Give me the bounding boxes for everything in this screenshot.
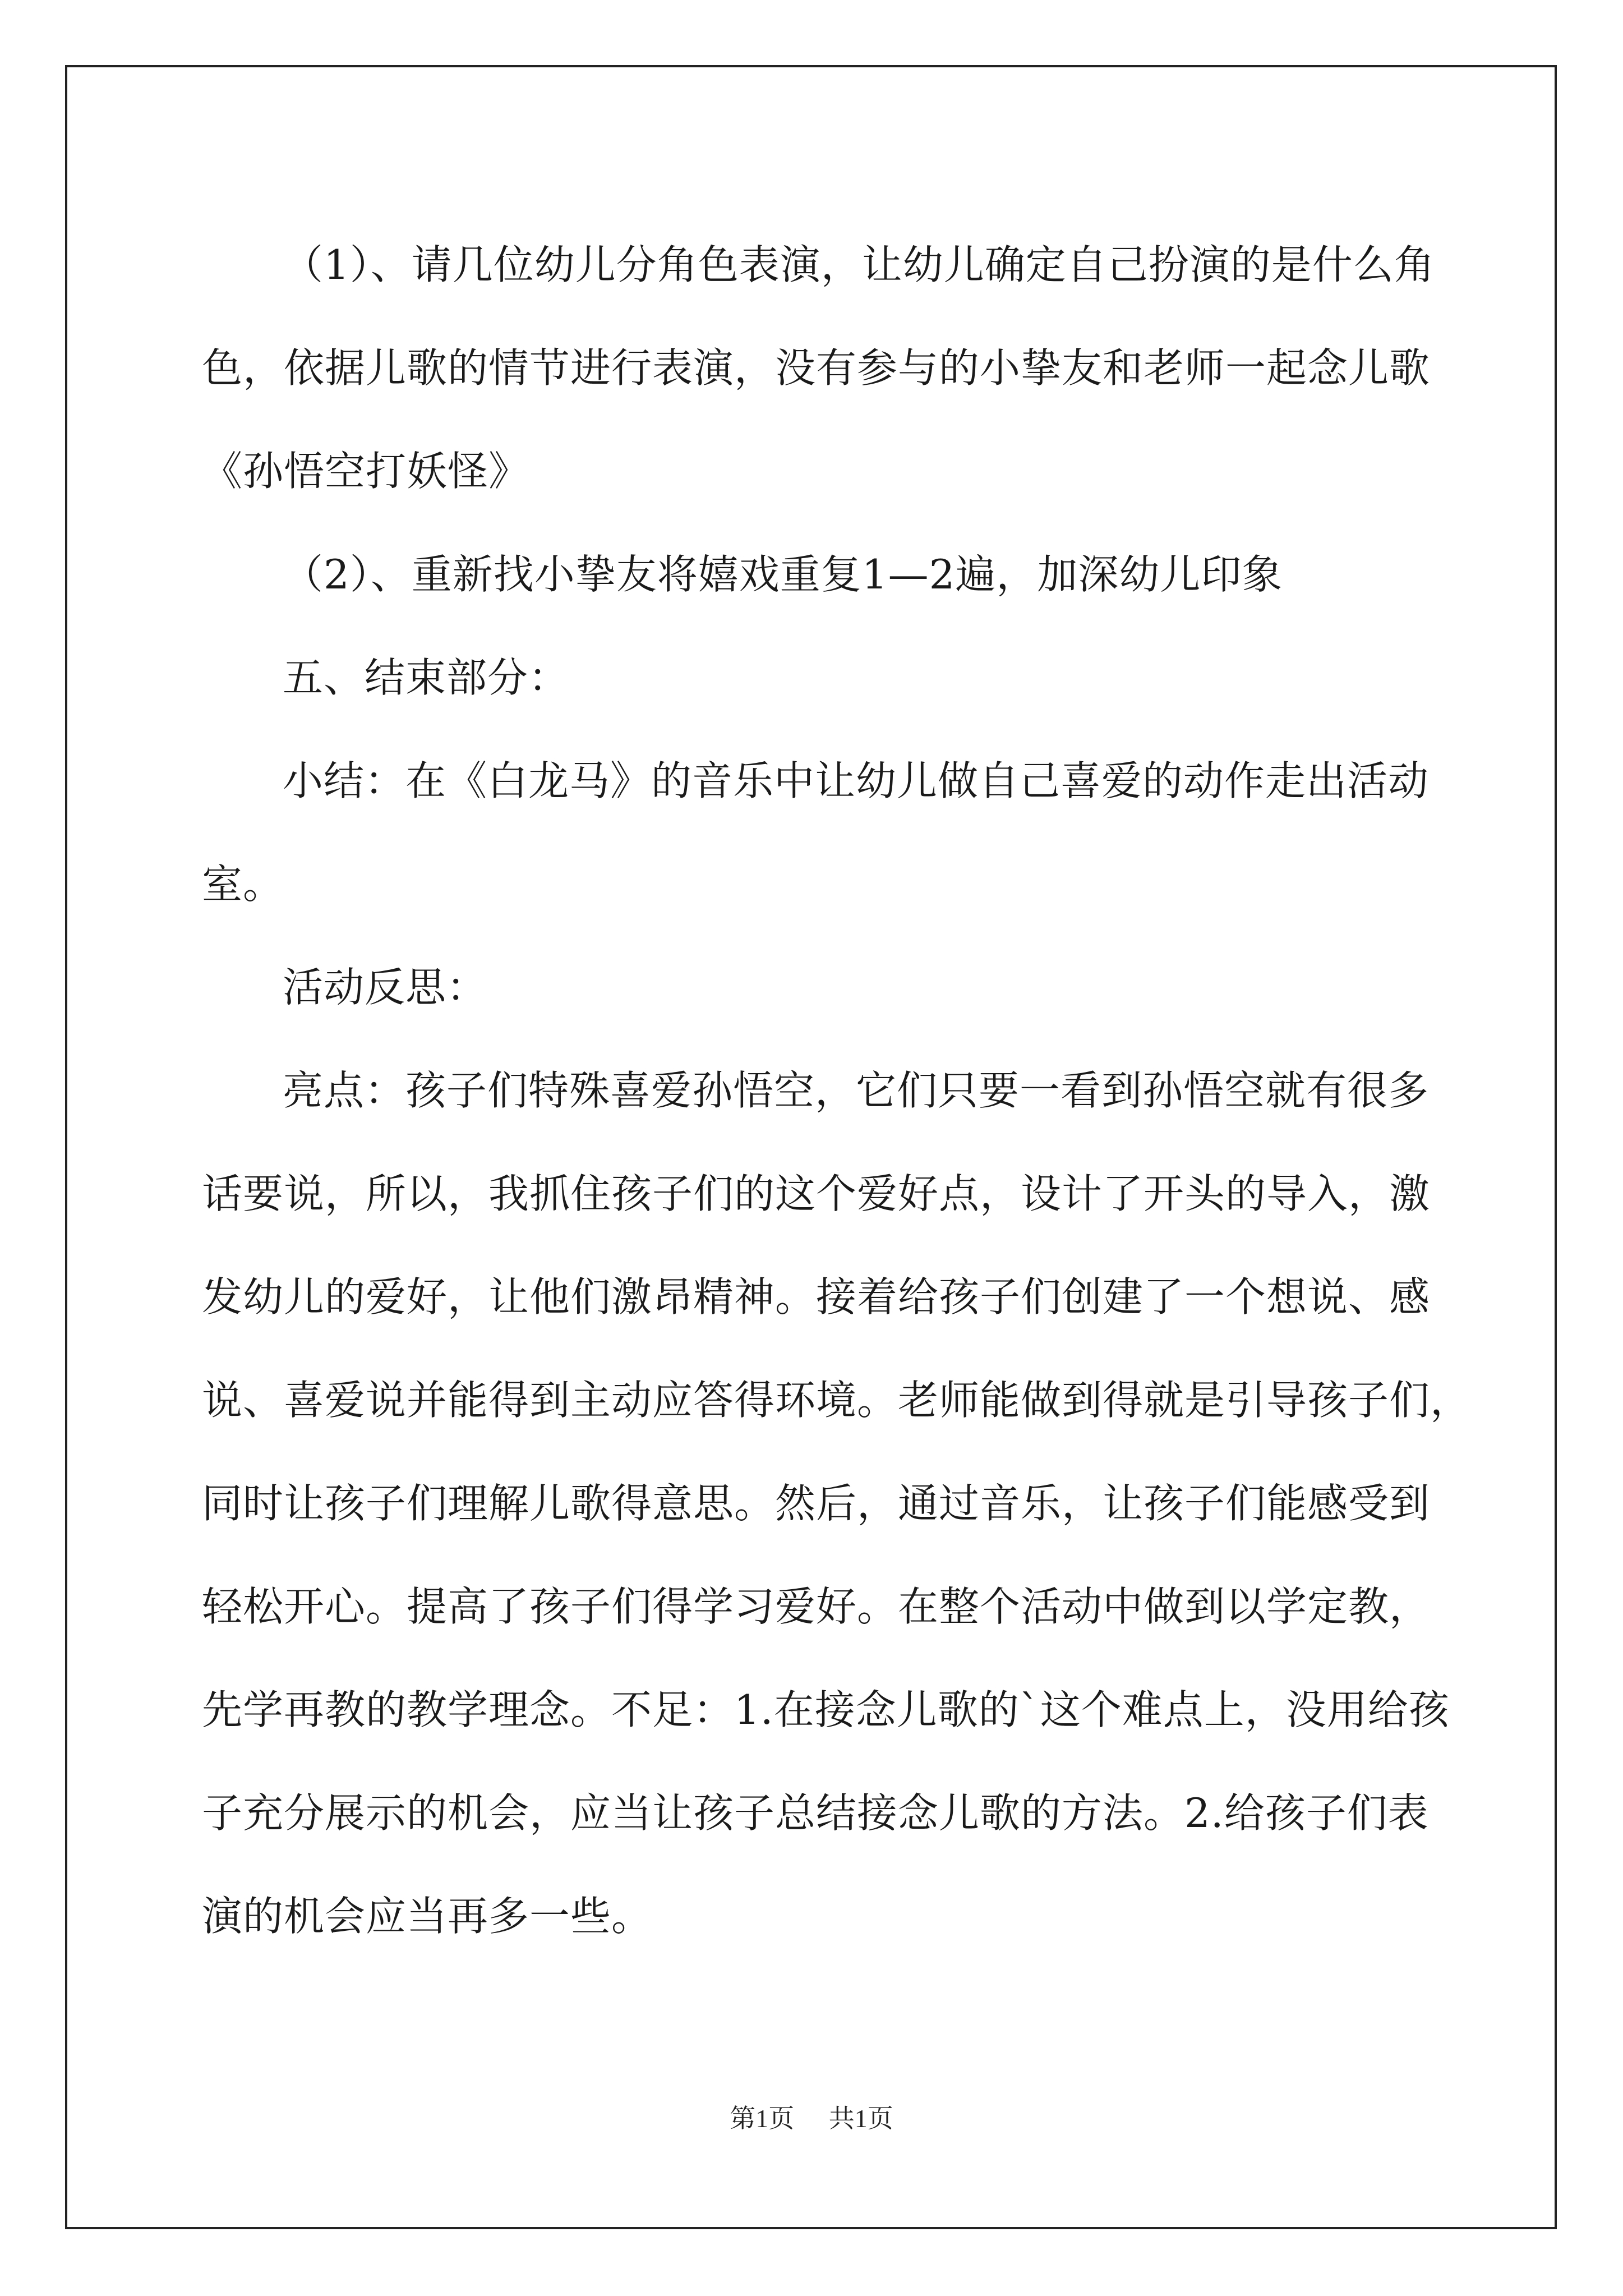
paragraph-line: （1）、请几位幼儿分角色表演，让幼儿确定自己扮演的是什么角 <box>283 241 1435 288</box>
paragraph-line: 《孙悟空打妖怪》 <box>202 448 530 495</box>
paragraph-line: 小结：在《白龙马》的音乐中让幼儿做自己喜爱的动作走出活动 <box>283 757 1430 804</box>
paragraph-line: 轻松开心。提高了孩子们得学习爱好。在整个活动中做到以学定教， <box>202 1583 1431 1630</box>
paragraph-line: 说、喜爱说并能得到主动应答得环境。老师能做到得就是引导孩子们， <box>202 1377 1472 1424</box>
paragraph-line: 亮点：孩子们特殊喜爱孙悟空，它们只要一看到孙悟空就有很多 <box>283 1067 1430 1114</box>
section-heading: 五、结束部分： <box>283 654 570 701</box>
paragraph-line: 先学再教的教学理念。不足：1.在接念儿歌的`这个难点上，没用给孩 <box>202 1686 1450 1733</box>
paragraph-line: 话要说，所以，我抓住孩子们的这个爱好点，设计了开头的导入，激 <box>202 1170 1431 1217</box>
paragraph-line: 同时让孩子们理解儿歌得意思。然后，通过音乐，让孩子们能感受到 <box>202 1480 1431 1527</box>
page-footer <box>0 2098 1623 2135</box>
paragraph-line: 色，依据儿歌的情节进行表演，没有参与的小挚友和老师一起念儿歌 <box>202 344 1431 392</box>
section-heading: 活动反思： <box>283 964 488 1011</box>
page-number: 第1页 <box>730 2104 795 2133</box>
paragraph-line: 室。 <box>202 861 284 908</box>
paragraph-line: 子充分展示的机会，应当让孩子总结接念儿歌的方法。2.给孩子们表 <box>202 1789 1429 1837</box>
document-body <box>202 213 1472 1968</box>
page-total: 共1页 <box>828 2104 893 2133</box>
paragraph-line: （2）、重新找小挚友将嬉戏重复1—2遍，加深幼儿印象 <box>283 551 1283 598</box>
paragraph-line: 演的机会应当再多一些。 <box>202 1893 653 1940</box>
paragraph-line: 发幼儿的爱好，让他们激昂精神。接着给孩子们创建了一个想说、感 <box>202 1273 1431 1320</box>
